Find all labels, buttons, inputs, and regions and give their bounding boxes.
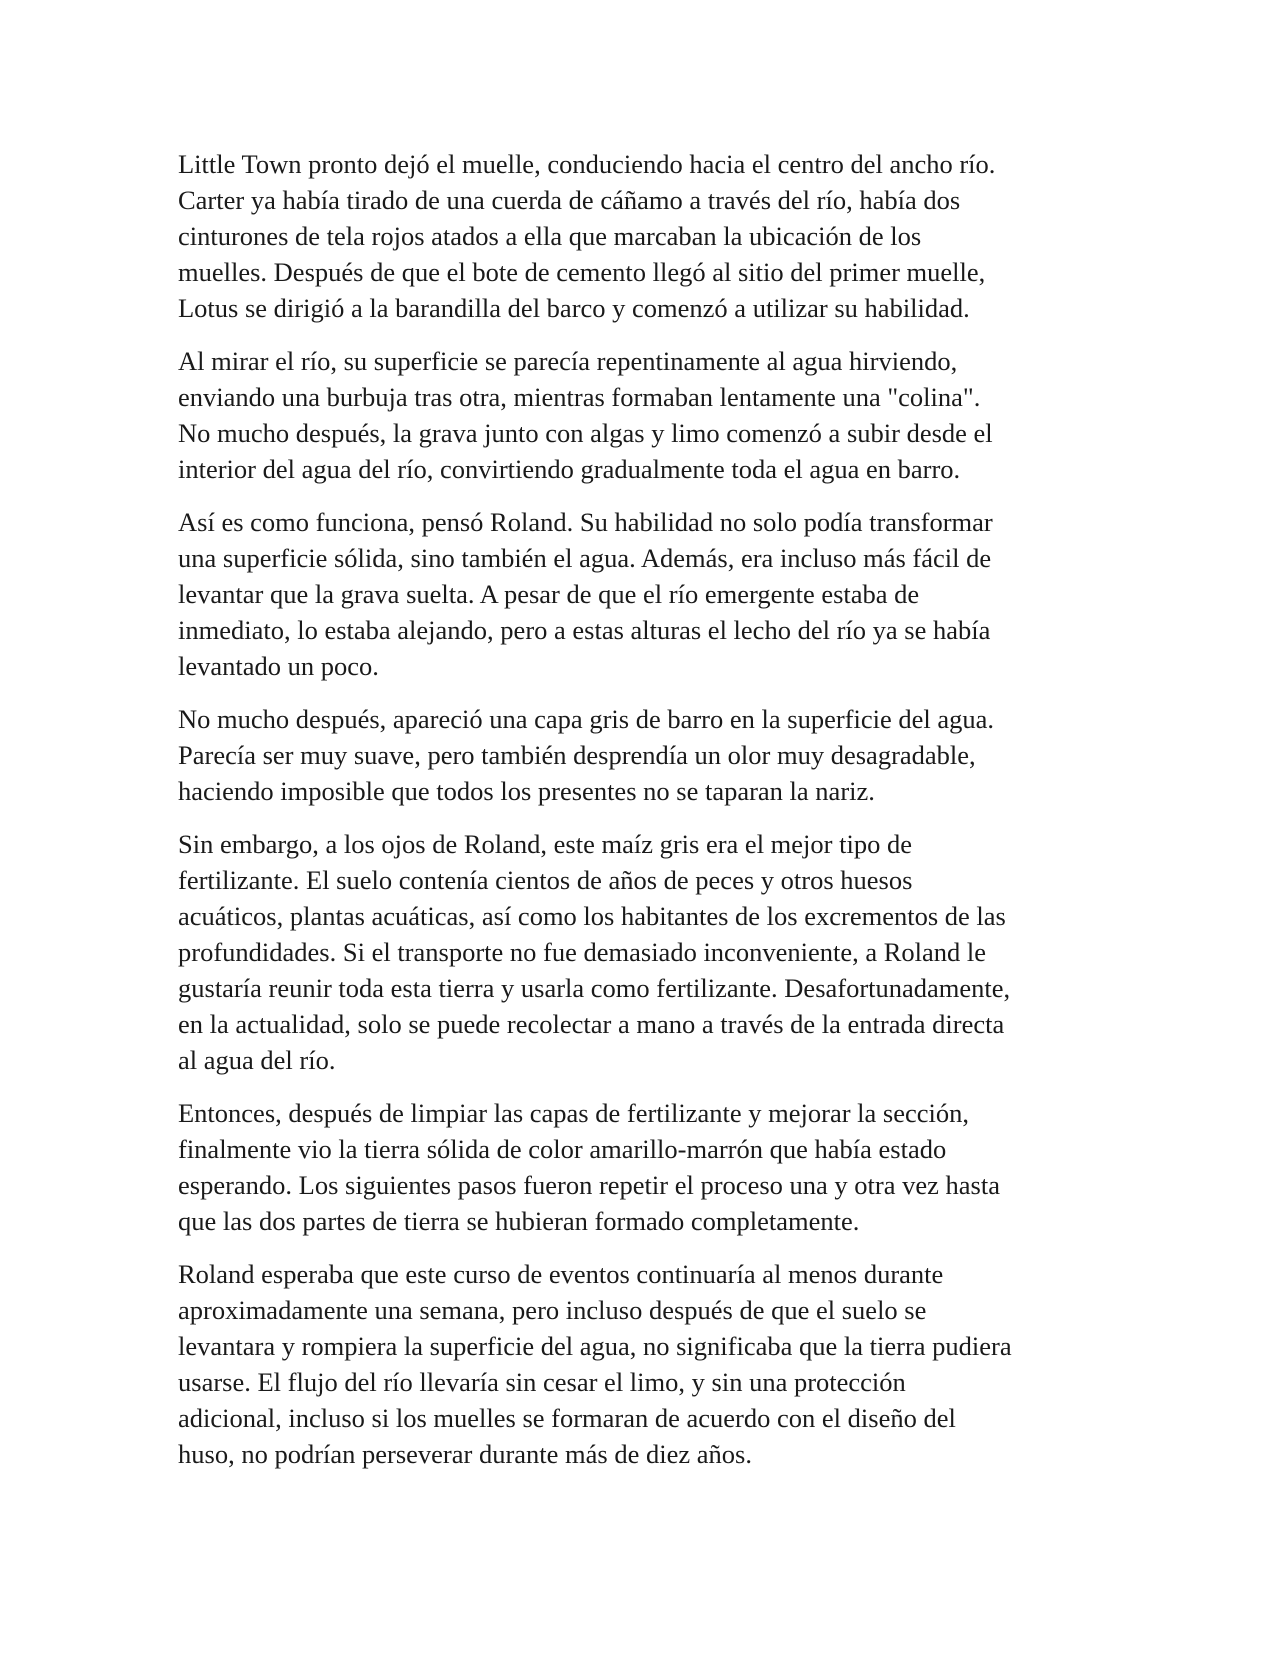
- text-line: Little Town pronto dejó el muelle, conduciendo hacia el centro del ancho río.: [178, 149, 996, 179]
- paragraph-2: [178, 343, 1108, 487]
- text-line: inmediato, lo estaba alejando, pero a estas alturas el lecho del río ya se había: [178, 615, 991, 645]
- text-line: al agua del río.: [178, 1045, 336, 1075]
- text-line: Carter ya había tirado de una cuerda de cáñamo a través del río, había dos: [178, 185, 961, 215]
- text-line: esperando. Los siguientes pasos fueron repetir el proceso una y otra vez hasta: [178, 1170, 1000, 1200]
- text-line: haciendo imposible que todos los presentes no se taparan la nariz.: [178, 776, 875, 806]
- paragraph-5: [178, 826, 1108, 1078]
- text-line: Así es como funciona, pensó Roland. Su habilidad no solo podía transformar: [178, 507, 993, 537]
- text-line: Parecía ser muy suave, pero también desprendía un olor muy desagradable,: [178, 740, 976, 770]
- text-line: levantara y rompiera la superficie del agua, no significaba que la tierra pudiera: [178, 1331, 1012, 1361]
- text-line: huso, no podrían perseverar durante más de diez años.: [178, 1439, 752, 1469]
- text-line: en la actualidad, solo se puede recolectar a mano a través de la entrada directa: [178, 1009, 1005, 1039]
- paragraph-6: [178, 1095, 1108, 1239]
- text-line: aproximadamente una semana, pero incluso después de que el suelo se: [178, 1295, 927, 1325]
- text-line: Lotus se dirigió a la barandilla del barco y comenzó a utilizar su habilidad.: [178, 293, 970, 323]
- text-line: Entonces, después de limpiar las capas de fertilizante y mejorar la sección,: [178, 1098, 970, 1128]
- text-line: Sin embargo, a los ojos de Roland, este maíz gris era el mejor tipo de: [178, 829, 912, 859]
- text-line: No mucho después, la grava junto con algas y limo comenzó a subir desde el: [178, 418, 993, 448]
- text-line: que las dos partes de tierra se hubieran formado completamente.: [178, 1206, 860, 1236]
- text-line: Al mirar el río, su superficie se parecía repentinamente al agua hirviendo,: [178, 346, 958, 376]
- text-line: Roland esperaba que este curso de eventos continuaría al menos durante: [178, 1259, 944, 1289]
- text-line: muelles. Después de que el bote de cemento llegó al sitio del primer muelle,: [178, 257, 986, 287]
- text-line: usarse. El flujo del río llevaría sin cesar el limo, y sin una protección: [178, 1367, 906, 1397]
- text-line: enviando una burbuja tras otra, mientras formaban lentamente una "colina".: [178, 382, 981, 412]
- text-line: adicional, incluso si los muelles se formaran de acuerdo con el diseño del: [178, 1403, 956, 1433]
- paragraph-3: [178, 504, 1108, 684]
- text-line: levantado un poco.: [178, 651, 379, 681]
- text-line: una superficie sólida, sino también el agua. Además, era incluso más fácil de: [178, 543, 992, 573]
- text-line: interior del agua del río, convirtiendo gradualmente toda el agua en barro.: [178, 454, 961, 484]
- text-line: No mucho después, apareció una capa gris de barro en la superficie del agua.: [178, 704, 995, 734]
- paragraph-1: [178, 146, 1108, 326]
- text-line: fertilizante. El suelo contenía cientos de años de peces y otros huesos: [178, 865, 913, 895]
- text-line: acuáticos, plantas acuáticas, así como los habitantes de los excrementos de las: [178, 901, 1006, 931]
- text-line: finalmente vio la tierra sólida de color amarillo-marrón que había estado: [178, 1134, 947, 1164]
- text-line: gustaría reunir toda esta tierra y usarla como fertilizante. Desafortunadamente,: [178, 973, 1011, 1003]
- paragraph-4: [178, 701, 1108, 809]
- text-line: profundidades. Si el transporte no fue demasiado inconveniente, a Roland le: [178, 937, 987, 967]
- text-line: levantar que la grava suelta. A pesar de que el río emergente estaba de: [178, 579, 920, 609]
- paragraph-7: [178, 1256, 1108, 1472]
- text-line: cinturones de tela rojos atados a ella que marcaban la ubicación de los: [178, 221, 922, 251]
- document-body: [178, 146, 1108, 1489]
